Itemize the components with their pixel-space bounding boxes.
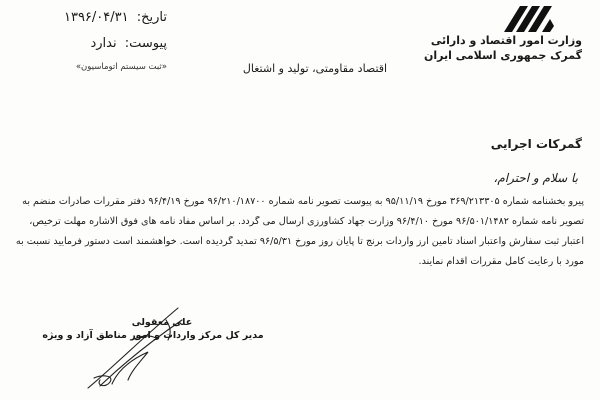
date-value: ۱۳۹۶/۰۴/۳۱ [63, 10, 129, 25]
greeting: با سلام و احترام، [493, 171, 578, 185]
recipient: گمرکات اجرایی [490, 137, 582, 151]
date-label: تاریخ: [136, 10, 167, 25]
signer-name: علی معقولی [131, 317, 193, 328]
customs-logo [498, 2, 560, 36]
body-line-4: مورد با رعایت کامل مقررات اقدام نمایند. [418, 256, 584, 267]
slogan: اقتصاد مقاومتی، تولید و اشتغال [242, 62, 388, 75]
attachment-label: پیوست: [124, 36, 167, 51]
body-line-1: پیرو بخشنامه شماره ۳۶۹/۲۱۳۳۰۵ مورخ ۹۵/۱۱/۱۹ به پیوست تصویر نامه شماره ۹۶/۲۱۰/۱۸۷۰۰ مورخ ۹۶/۴/۱۹ دفتر مقررات صادرات منضم به [22, 196, 584, 207]
attachment-value: ندارد [90, 36, 117, 51]
ministry-name: وزارت امور اقتصاد و دارائی [430, 34, 582, 47]
body-line-2: تصویر نامه شماره ۹۶/۵۰۱/۱۴۸۲ مورخ ۹۶/۴/۱۰ وزارت جهاد کشاورزی ارسال می گردد. بر اساس مفاد نامه های فوق الاشاره مهلت ترخیص، [29, 216, 584, 227]
date-field [12, 10, 167, 25]
handwritten-signature [70, 300, 200, 395]
body-line-3: اعتبار ثبت سفارش واعتبار اسناد تامین ارز واردات برنج تا پایان روز مورخ ۹۶/۵/۳۱ تمدید گردیده است. خواهشمند است دستور فرمایید نسبت به [15, 236, 584, 247]
signer-title: مدیر کل مرکز واردات و امور مناطق آزاد و ویژه [42, 330, 264, 341]
customs-name: گمرک جمهوری اسلامی ایران [423, 49, 582, 62]
attachment-field [12, 36, 167, 51]
system-note: «ثبت سیستم اتوماسیون» [75, 62, 167, 72]
